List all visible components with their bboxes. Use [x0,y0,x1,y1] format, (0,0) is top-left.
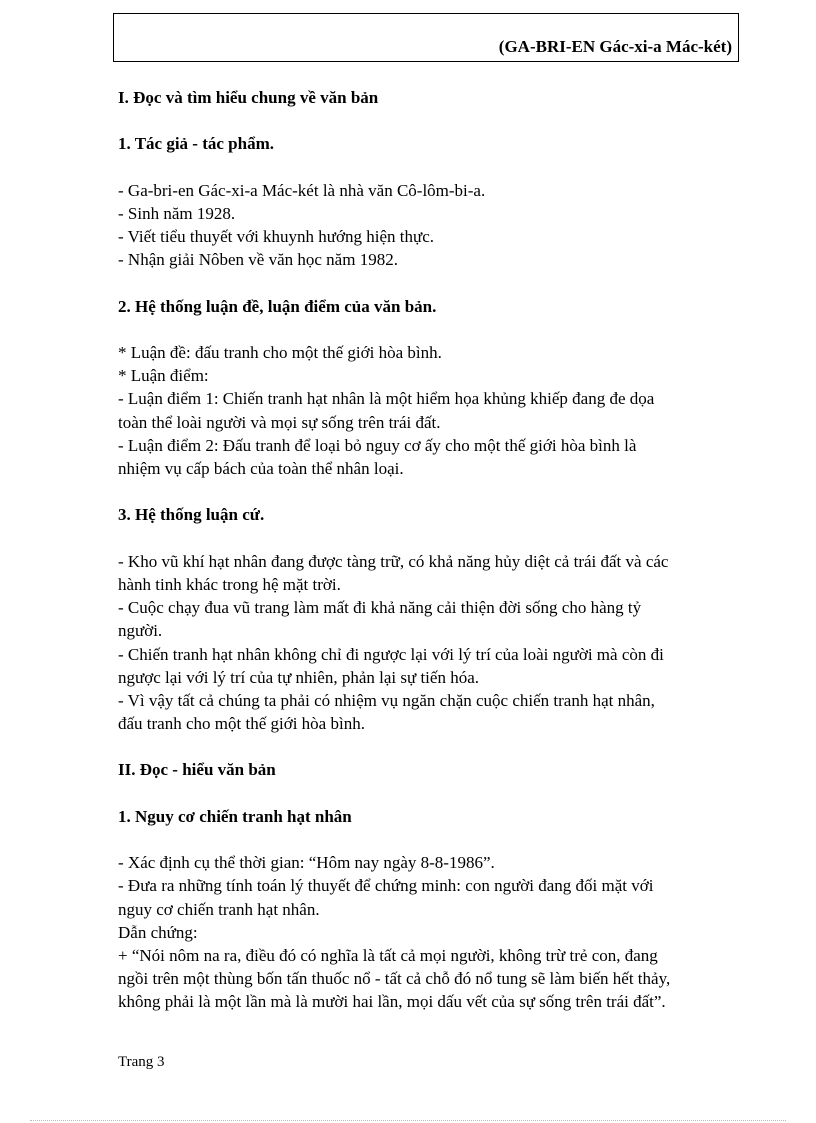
section-heading: 2. Hệ thống luận đề, luận điểm của văn bản. [118,296,437,316]
text-line: nguy cơ chiến tranh hạt nhân. [118,899,320,919]
page-number: Trang 3 [118,1054,165,1070]
section-heading: II. Đọc - hiểu văn bản [118,760,276,780]
text-line: - Chiến tranh hạt nhân không chỉ đi ngược lại với lý trí của loài người mà còn đi [118,644,664,664]
text-line: - Cuộc chạy đua vũ trang làm mất đi khả năng cải thiện đời sống cho hàng tỷ [118,598,642,618]
text-line: đấu tranh cho một thế giới hòa bình. [118,714,365,734]
text-line: - Xác định cụ thể thời gian: “Hôm nay ngày 8-8-1986”. [118,853,495,873]
text-line: toàn thể loài người và mọi sự sống trên trái đất. [118,412,441,432]
blank-line [118,109,758,132]
blank-line [118,828,758,851]
blank-line [118,156,758,179]
blank-line [118,735,758,758]
blank-line [118,527,758,550]
blank-line [118,272,758,295]
header-title: (GA-BRI-EN Gác-xi-a Mác-két) [498,37,732,56]
text-line: ngồi trên một thùng bốn tấn thuốc nổ - tất cả chỗ đó nổ tung sẽ làm biến hết thảy, [118,969,671,989]
text-line: không phải là một lần mà là mười hai lần, mọi dấu vết của sự sống trên trái đất”. [118,992,666,1012]
text-line: - Đưa ra những tính toán lý thuyết để chứng minh: con người đang đối mặt với [118,876,654,896]
text-line: - Luận điểm 2: Đấu tranh để loại bỏ nguy cơ ấy cho một thế giới hòa bình là [118,435,637,455]
text-line: - Kho vũ khí hạt nhân đang được tàng trữ, có khả năng hủy diệt cả trái đất và các [118,551,669,571]
text-line: - Nhận giải Nôben về văn học năm 1982. [118,250,398,270]
text-line: - Vì vậy tất cả chúng ta phải có nhiệm vụ ngăn chặn cuộc chiến tranh hạt nhân, [118,690,655,710]
section-heading: 1. Tác giả - tác phẩm. [118,134,274,154]
section-heading: 3. Hệ thống luận cứ. [118,505,265,525]
header-box [113,13,739,62]
blank-line [118,782,758,805]
text-line: nhiệm vụ cấp bách của toàn thể nhân loại. [118,459,404,478]
section-heading: I. Đọc và tìm hiểu chung về văn bản [118,88,379,107]
text-line: + “Nói nôm na ra, điều đó có nghĩa là tất cả mọi người, không trừ trẻ con, đang [118,945,658,965]
text-line: - Sinh năm 1928. [118,203,236,223]
text-line: - Ga-bri-en Gác-xi-a Mác-két là nhà văn Cô-lôm-bi-a. [118,180,486,200]
text-line: * Luận đề: đấu tranh cho một thế giới hòa bình. [118,343,442,363]
text-line: hành tinh khác trong hệ mặt trời. [118,574,341,594]
text-line: - Luận điểm 1: Chiến tranh hạt nhân là một hiểm họa khủng khiếp đang đe dọa [118,389,655,409]
text-line: * Luận điểm: [118,366,209,386]
text-line: ngược lại với lý trí của tự nhiên, phản lại sự tiến hóa. [118,667,479,687]
document-body [118,86,758,1014]
blank-line [118,318,758,341]
page-border [30,1120,786,1121]
text-line: Dẫn chứng: [118,922,198,942]
text-line: người. [118,621,163,641]
text-line: - Viết tiểu thuyết với khuynh hướng hiện thực. [118,227,435,247]
blank-line [118,480,758,503]
section-heading: 1. Nguy cơ chiến tranh hạt nhân [118,806,352,826]
